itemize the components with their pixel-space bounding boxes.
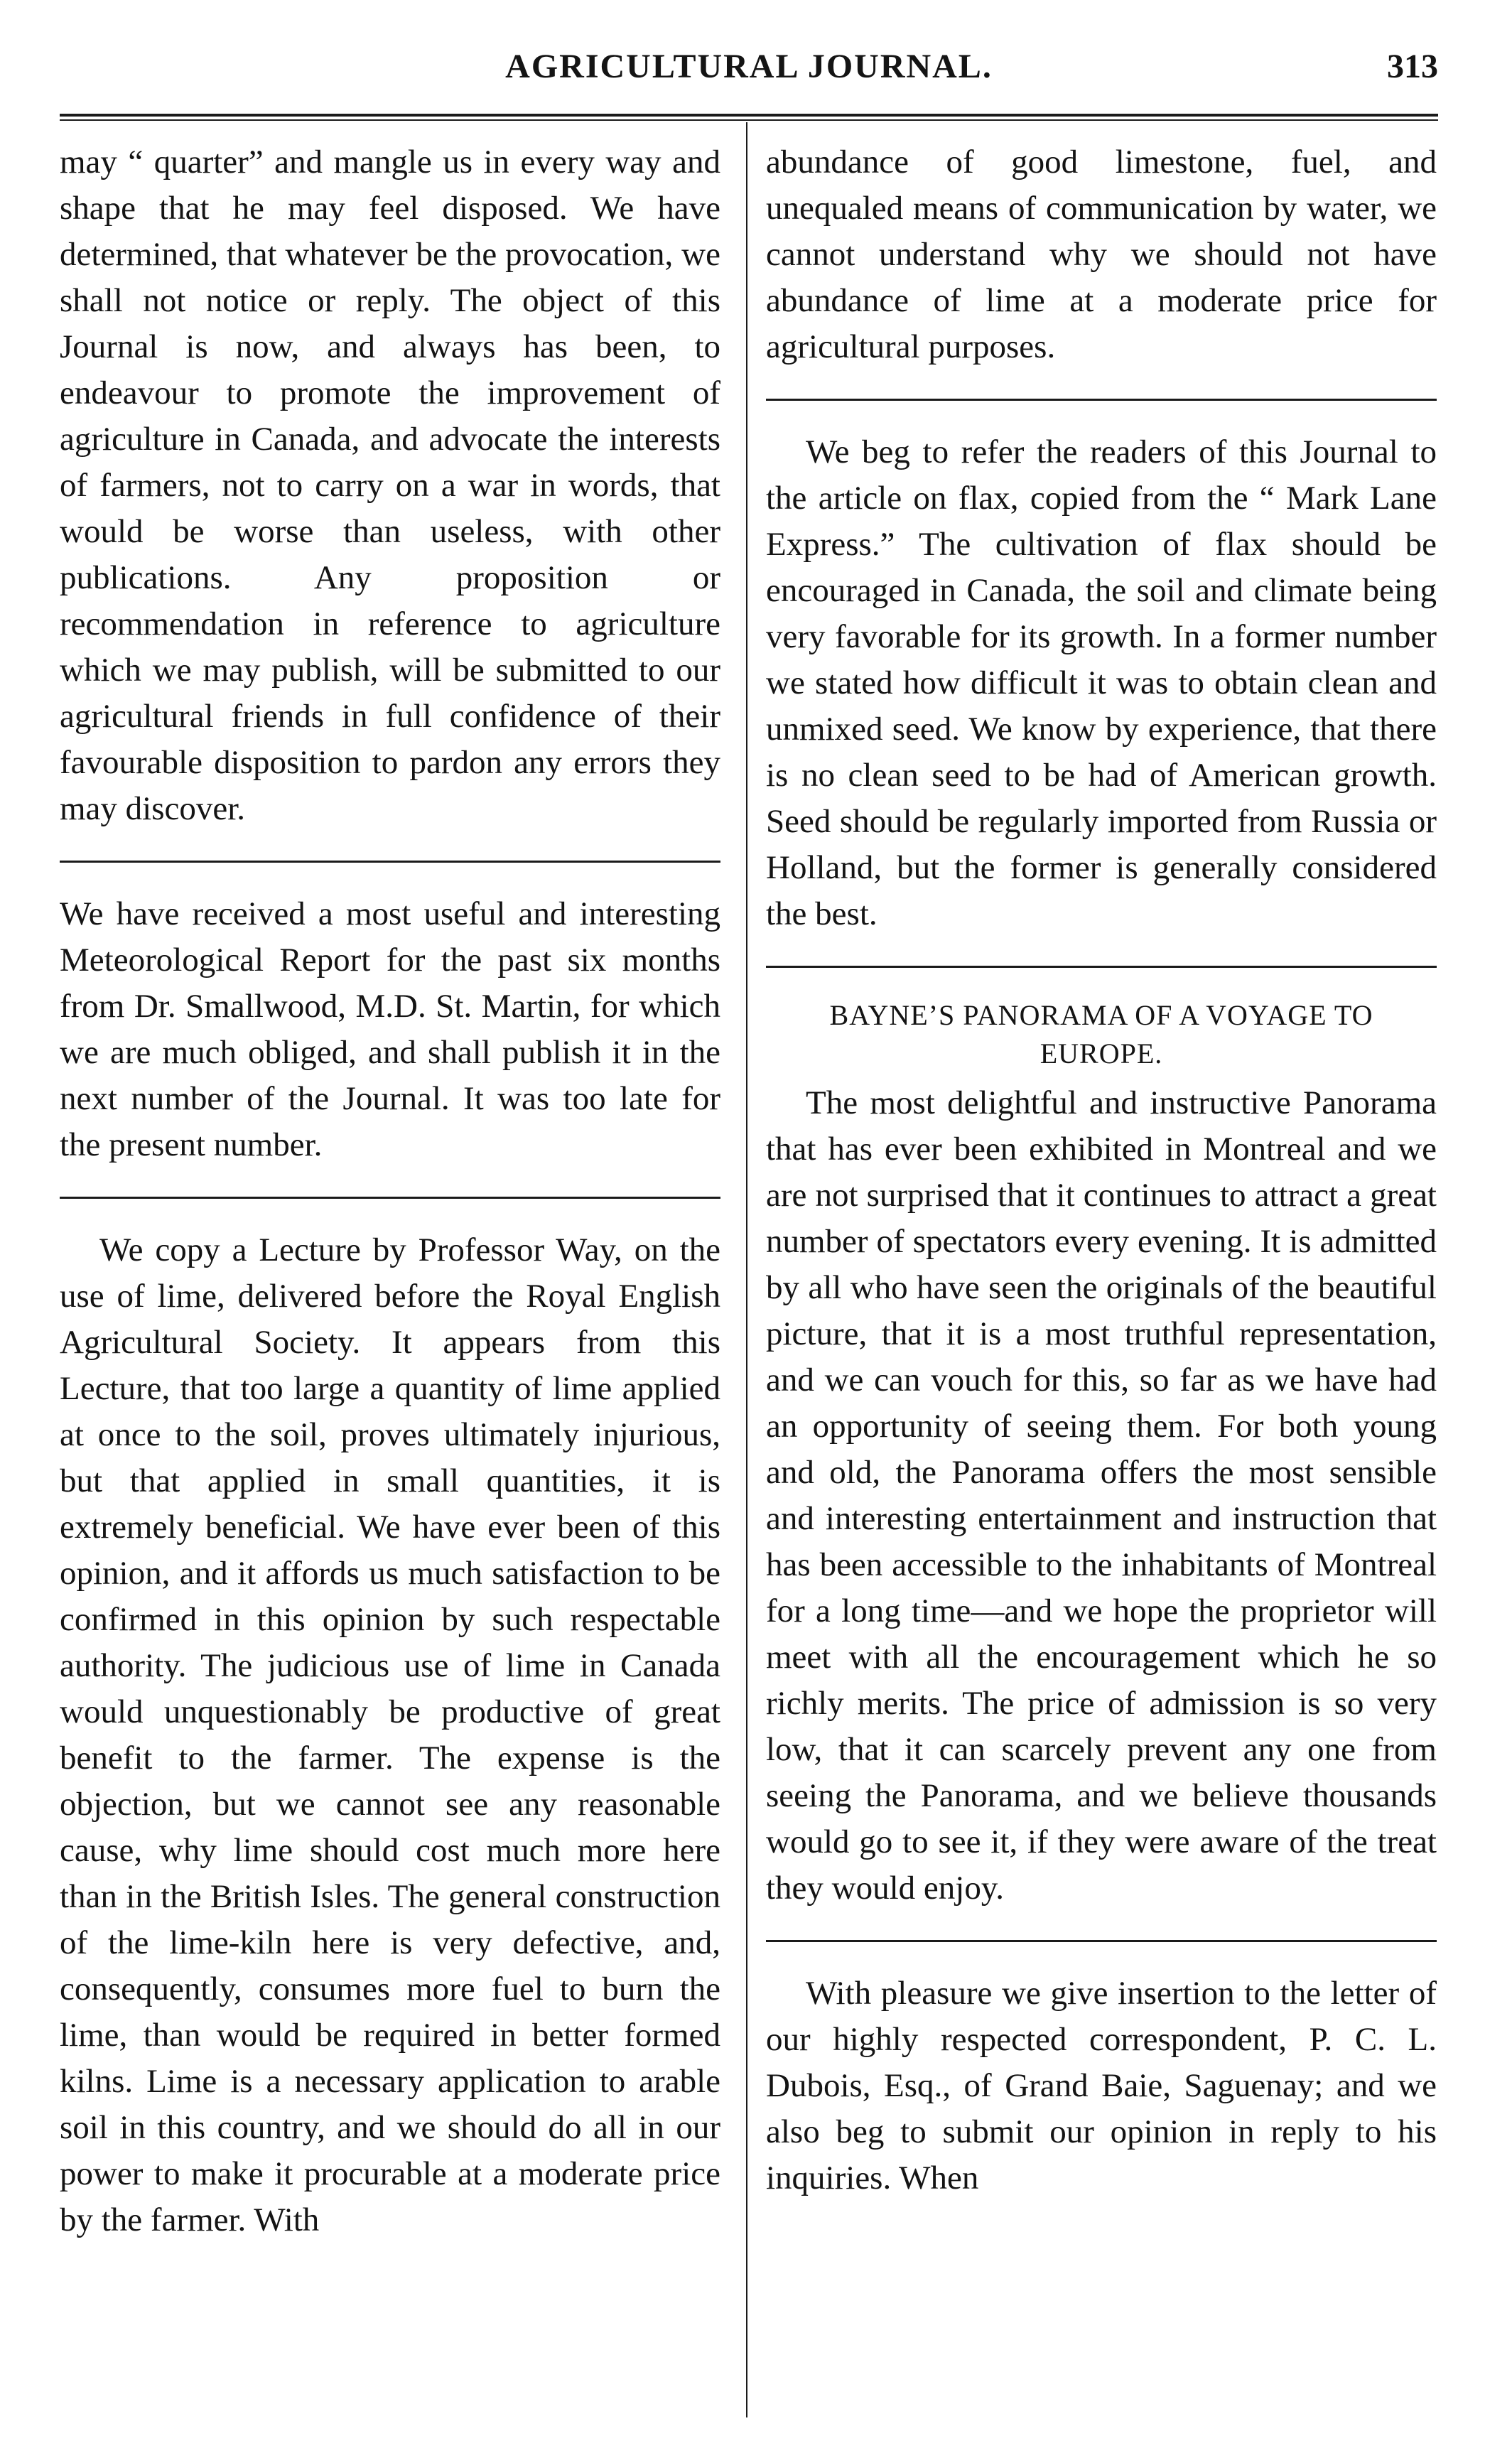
right-column	[766, 139, 1437, 2201]
paragraph-panorama: The most delightful and instructive Panorama that has ever been exhibited in Montreal and we are not surprised that it continues to attract a great number of spectators every evening. It is admitted by all who have seen the originals of the beautiful picture, that it is a most truthful representation, and we can vouch for this, so far as we have had an opportunity of seeing them. For both young and old, the Panorama offers the most sensible and interesting entertainment and instruction that has been accessible to the inhabitants of Montreal for a long time—and we hope the proprietor will meet with all the encouragement which he so richly merits. The price of admission is so very low, that it can scarcely prevent any one from seeing the Panorama, and we believe thousands would go to see it, if they were aware of the treat they would enjoy.	[766, 1084, 1437, 1907]
header-rule	[60, 114, 1438, 117]
paragraph-flax: We beg to refer the readers of this Journal to the article on flax, copied from the “ Mark Lane Express.” The cultivation of flax should be encouraged in Canada, the soil and climate being very favorable for its growth. In a former number we stated how difficult it was to obtain clean and unmixed seed. We know by experience, that there is no clean seed to be had of American growth. Seed should be regularly imported from Russia or Holland, but the former is generally considered the best.	[766, 433, 1437, 932]
paragraph-lime-continuation: abundance of good limestone, fuel, and unequaled means of communication by water, we cannot understand why we should not have abundance of lime at a moderate price for agricultural purposes.	[766, 144, 1437, 365]
header-rule-thin	[60, 119, 1438, 121]
section-separator	[766, 1940, 1437, 1942]
paragraph-dubois-letter: With pleasure we give insertion to the letter of our highly respected correspondent, P. C. L. Dubois, Esq., of Grand Baie, Saguenay; and we also beg to submit our opinion in reply to his inquiries. When	[766, 1975, 1437, 2196]
section-heading-panorama: BAYNE’S PANORAMA OF A VOYAGE TO EUROPE.	[829, 999, 1373, 1069]
section-separator	[766, 966, 1437, 968]
column-divider	[746, 122, 747, 2417]
paragraph-meteorological-report: We have received a most useful and interesting Meteorological Report for the past six months from Dr. Smallwood, M.D. St. Martin, for which we are much obliged, and shall publish it in the next number of the Journal. It was too late for the present number.	[60, 895, 720, 1163]
section-separator	[60, 861, 720, 863]
section-separator	[60, 1197, 720, 1199]
left-column	[60, 139, 720, 2243]
section-separator	[766, 399, 1437, 401]
paragraph-lime-lecture: We copy a Lecture by Professor Way, on the use of lime, delivered before the Royal English Agricultural Society. It appears from this Lecture, that too large a quantity of lime applied at once to the soil, proves ultimately injurious, but that applied in small quantities, it is extremely beneficial. We have ever been of this opinion, and it affords us much satisfaction to be confirmed in this opinion by such respectable authority. The judicious use of lime in Canada would unquestionably be productive of great benefit to the farmer. The expense is the objection, but we cannot see any reasonable cause, why lime should cost much more here than in the British Isles. The general construction of the lime-kiln here is very defective, and, consequently, consumes more fuel to burn the lime, than would be required in better formed kilns. Lime is a necessary application to arable soil in this country, and we should do all in our power to make it procurable at a moderate price by the farmer. With	[60, 1231, 720, 2238]
page-number: 313	[1387, 48, 1438, 85]
paragraph-continuation: may “ quarter” and mangle us in every way and shape that he may feel disposed. We have determined, that whatever be the provocation, we shall not notice or reply. The object of this Journal is now, and always has been, to endeavour to promote the improvement of agriculture in Canada, and advocate the interests of farmers, not to carry on a war in words, that would be worse than useless, with other publications. Any proposition or recommendation in reference to agriculture which we may publish, will be submitted to our agricultural friends in full confidence of their favourable disposition to pardon any errors they may discover.	[60, 144, 720, 827]
page-header	[60, 44, 1438, 101]
running-head: AGRICULTURAL JOURNAL.	[505, 48, 993, 85]
